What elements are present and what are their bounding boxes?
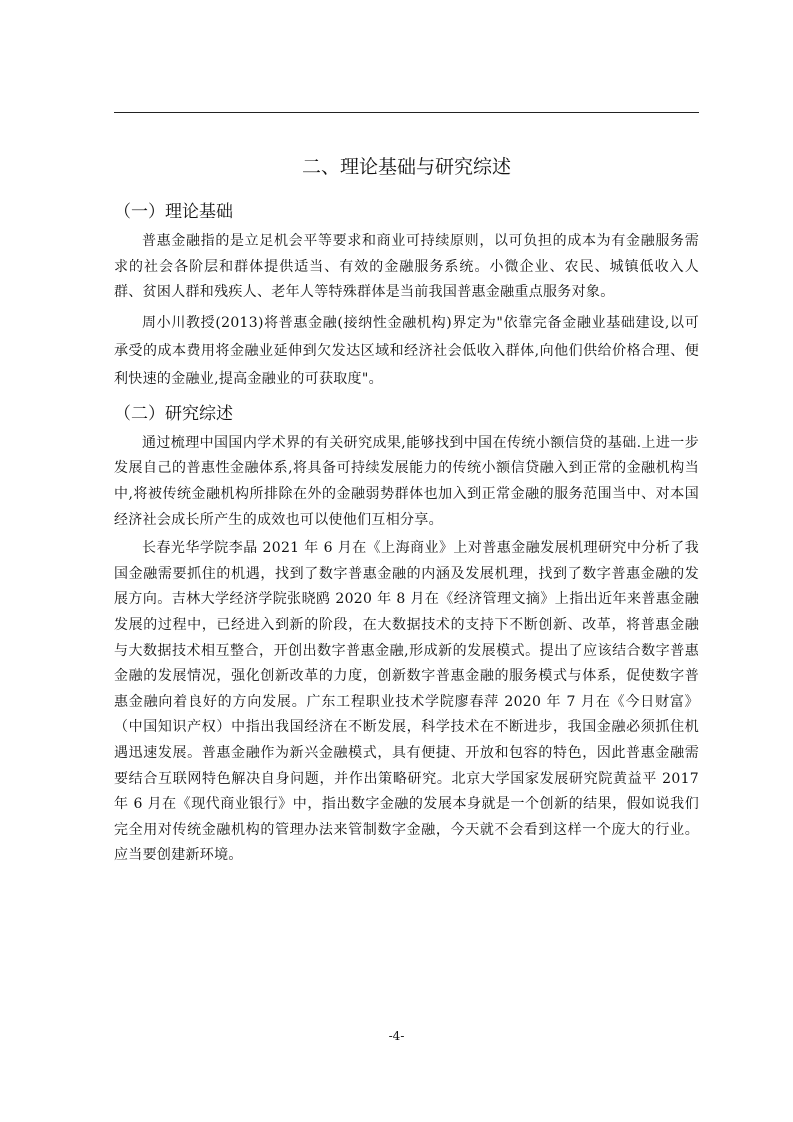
header-rule: [114, 112, 699, 113]
paragraph-theory-2: 周小川教授(2013)将普惠金融(接纳性金融机构)界定为"依靠完备金融业基础建设,以可承受的成本费用将金融业延伸到欠发达区域和经济社会低收入群体,向他们供给价格合理、便利快速的金融业,提高金融业的可获取度"。: [114, 314, 699, 387]
chapter-title: 二、理论基础与研究综述: [301, 156, 511, 178]
section-heading-theory: （一）理论基础: [114, 202, 233, 222]
section-heading-review: （二）研究综述: [114, 403, 233, 424]
document-body: [114, 150, 699, 869]
paragraph-review-1: 通过梳理中国国内学术界的有关研究成果,能够找到中国在传统小额信贷的基础.上进一步发展自己的普惠性金融体系,将具备可持续发展能力的传统小额信贷融入到正常的金融机构当中,将被传统金融机构所排除在外的金融弱势群体也加入到正常金融的服务范围当中、对本国经济社会成长所产生的成效也可以使他们互相分享。: [114, 434, 699, 528]
page-number: -4-: [388, 1029, 405, 1043]
paragraph-review-2: 长春光华学院李晶 2021 年 6 月在《上海商业》上对普惠金融发展机理研究中分析了我国金融需要抓住的机遇，找到了数字普惠金融的内涵及发展机理，找到了数字普惠金融的发展方向。吉林大学经济学院张晓鸥 2020 年 8 月在《经济管理文摘》上指出近年来普惠金融发展的过程中，已经进入到新的阶段，在大数据技术的支持下不断创新、改革，将普惠金融与大数据技术相互整合，开创出数字普惠金融,形成新的发展模式。提出了应该结合数字普惠金融的发展情况，强化创新改革的力度，创新数字普惠金融的服务模式与体系，促使数字普惠金融向着良好的方向发展。广东工程职业技术学院廖春萍 2020 年 7 月在《今日财富》（中国知识产权）中指出我国经济在不断发展，科学技术在不断进步，我国金融必须抓住机遇迅速发展。普惠金融作为新兴金融模式，具有便捷、开放和包容的特色，因此普惠金融需要结合互联网特色解决自身问题，并作出策略研究。北京大学国家发展研究院黄益平 2017 年 6 月在《现代商业银行》中，指出数字金融的发展本身就是一个创新的结果，假如说我们完全用对传统金融机构的管理办法来管制数字金融，今天就不会看到这样一个庞大的行业。应当要创建新环境。: [114, 540, 699, 864]
paragraph-theory-1: 普惠金融指的是立足机会平等要求和商业可持续原则，以可负担的成本为有金融服务需求的社会各阶层和群体提供适当、有效的金融服务系统。小微企业、农民、城镇低收入人群、贫困人群和残疾人、老年人等特殊群体是当前我国普惠金融重点服务对象。: [114, 233, 699, 301]
